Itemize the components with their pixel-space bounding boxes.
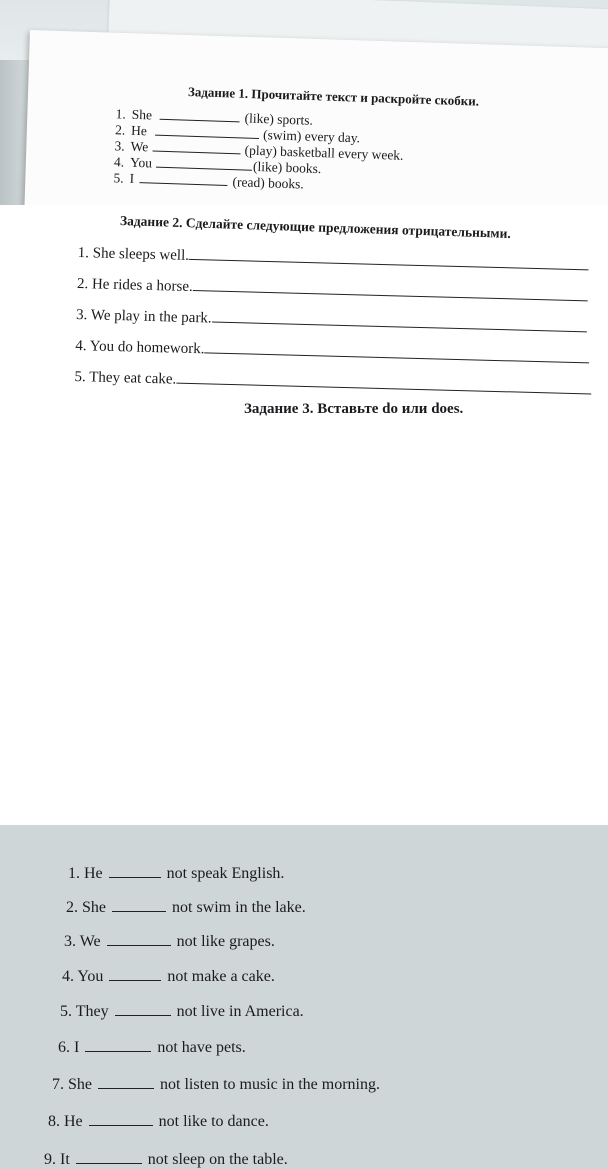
task1-title: Задание 1. Прочитайте текст и раскройте скобки. (187, 84, 480, 109)
task3-item (60, 1002, 304, 1021)
answer-blank[interactable] (98, 1075, 154, 1089)
answer-blank[interactable] (89, 1112, 153, 1126)
answer-blank[interactable] (85, 1038, 151, 1052)
item-lead: 2. She (66, 899, 106, 916)
answer-blank[interactable] (76, 1150, 142, 1164)
item-lead: 6. I (58, 1039, 80, 1056)
item-text: not have pets. (157, 1039, 246, 1056)
item-text: (play) basketball every week. (244, 142, 404, 163)
item-text: not make a cake. (167, 968, 275, 985)
answer-blank[interactable] (139, 171, 227, 186)
task3-title: Задание 3. Вставьте do или does. (244, 401, 464, 417)
task3-item (48, 1112, 269, 1131)
answer-line[interactable] (189, 247, 589, 270)
item-text: not sleep on the table. (147, 1151, 288, 1168)
item-text: not speak English. (166, 865, 285, 882)
item-text: 4. You do homework. (75, 337, 205, 358)
item-subject: I (129, 170, 135, 186)
item-text: (like) sports. (244, 110, 314, 128)
item-lead: 5. They (60, 1003, 109, 1020)
item-subject: We (130, 138, 149, 155)
item-text: not listen to music in the morning. (160, 1076, 380, 1093)
item-number: 1. (115, 106, 126, 122)
answer-blank[interactable] (109, 967, 161, 981)
answer-blank[interactable] (107, 932, 171, 946)
item-text: not like grapes. (176, 933, 275, 950)
answer-blank[interactable] (155, 124, 259, 139)
item-lead: 7. She (52, 1076, 92, 1093)
item-text: not swim in the lake. (172, 899, 306, 916)
task3-item (58, 1038, 246, 1057)
answer-blank[interactable] (160, 108, 240, 123)
item-text: (read) books. (232, 174, 305, 192)
item-text: not live in America. (176, 1003, 304, 1020)
item-lead: 9. It (44, 1151, 70, 1168)
task3-item (52, 1075, 380, 1094)
item-lead: 3. We (64, 933, 101, 950)
item-lead: 4. You (62, 968, 104, 985)
item-text: 2. He rides a horse. (76, 275, 193, 296)
task3-item (68, 864, 284, 883)
task2-list (74, 244, 608, 413)
answer-blank[interactable] (112, 898, 166, 912)
item-subject: You (129, 154, 153, 171)
answer-blank[interactable] (109, 864, 161, 878)
task3-item (44, 1150, 288, 1169)
item-text: 3. We play in the park. (75, 306, 212, 327)
task2-title: Задание 2. Сделайте следующие предложения отрицательными. (119, 213, 512, 241)
item-text: (like) books. (252, 158, 322, 177)
item-lead: 8. He (48, 1113, 83, 1130)
task3-item (62, 967, 275, 986)
answer-blank[interactable] (115, 1002, 171, 1016)
answer-blank[interactable] (156, 156, 252, 171)
item-number: 3. (114, 138, 125, 154)
item-text: 1. She sleeps well. (77, 244, 190, 264)
item-number: 4. (113, 154, 125, 170)
item-number: 2. (114, 122, 126, 138)
task3-item (64, 932, 275, 951)
task1-list (105, 106, 587, 202)
item-number: 5. (113, 170, 124, 186)
item-lead: 1. He (68, 865, 103, 882)
item-subject: He (130, 122, 148, 139)
item-text: 5. They eat cake. (74, 368, 177, 388)
item-subject: She (131, 106, 153, 123)
task3-item (66, 898, 306, 917)
answer-blank[interactable] (153, 140, 241, 155)
item-text: (swim) every day. (262, 127, 361, 146)
item-text: not like to dance. (158, 1113, 269, 1130)
